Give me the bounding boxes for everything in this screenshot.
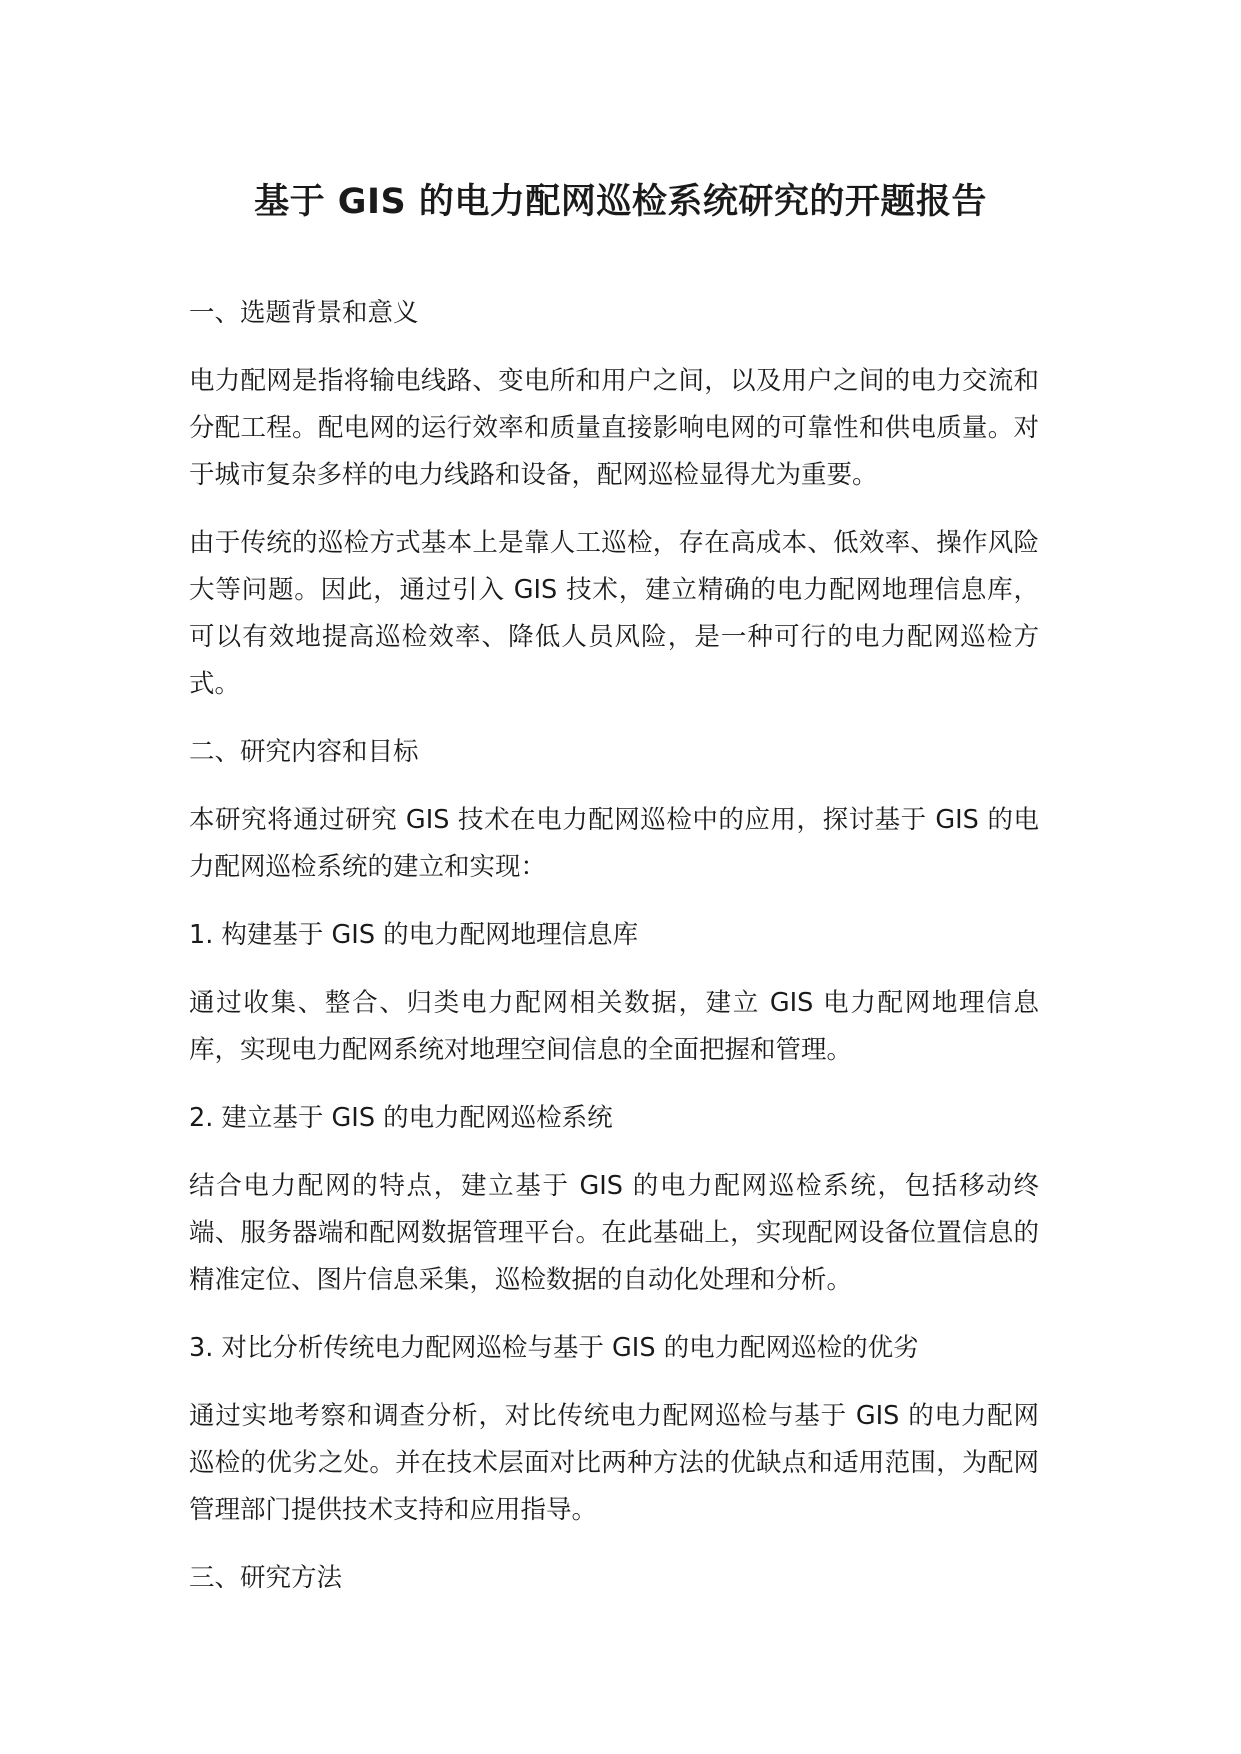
section-heading-background: 一、选题背景和意义 — [189, 298, 419, 328]
document-title: 基于 GIS 的电力配网巡检系统研究的开题报告 — [254, 182, 987, 222]
paragraph-item-3: 通过实地考察和调查分析，对比传统电力配网巡检与基于 GIS 的电力配网巡检的优劣之处。并在技术层面对比两种方法的优缺点和适用范围，为配网管理部门提供技术支持和应用指导。 — [189, 1401, 1039, 1525]
subheading-item-1: 1. 构建基于 GIS 的电力配网地理信息库 — [189, 920, 639, 950]
paragraph-research-overview: 本研究将通过研究 GIS 技术在电力配网巡检中的应用，探讨基于 GIS 的电力配网巡检系统的建立和实现： — [189, 805, 1039, 882]
paragraph-item-2: 结合电力配网的特点，建立基于 GIS 的电力配网巡检系统，包括移动终端、服务器端和配网数据管理平台。在此基础上，实现配网设备位置信息的精准定位、图片信息采集，巡检数据的自动化处理和分析。 — [189, 1171, 1039, 1295]
subheading-item-3: 3. 对比分析传统电力配网巡检与基于 GIS 的电力配网巡检的优劣 — [189, 1333, 919, 1363]
document-body — [189, 290, 1039, 1623]
paragraph-item-1: 通过收集、整合、归类电力配网相关数据，建立 GIS 电力配网地理信息库，实现电力配网系统对地理空间信息的全面把握和管理。 — [189, 988, 1039, 1065]
paragraph-motivation: 由于传统的巡检方式基本上是靠人工巡检，存在高成本、低效率、操作风险大等问题。因此，通过引入 GIS 技术，建立精确的电力配网地理信息库，可以有效地提高巡检效率、降低人员风险，是一种可行的电力配网巡检方式。 — [189, 528, 1039, 699]
section-heading-content: 二、研究内容和目标 — [189, 737, 419, 767]
subheading-item-2: 2. 建立基于 GIS 的电力配网巡检系统 — [189, 1103, 613, 1133]
section-heading-method: 三、研究方法 — [189, 1563, 343, 1593]
paragraph-intro: 电力配网是指将输电线路、变电所和用户之间，以及用户之间的电力交流和分配工程。配电网的运行效率和质量直接影响电网的可靠性和供电质量。对于城市复杂多样的电力线路和设备，配网巡检显得尤为重要。 — [189, 366, 1039, 490]
